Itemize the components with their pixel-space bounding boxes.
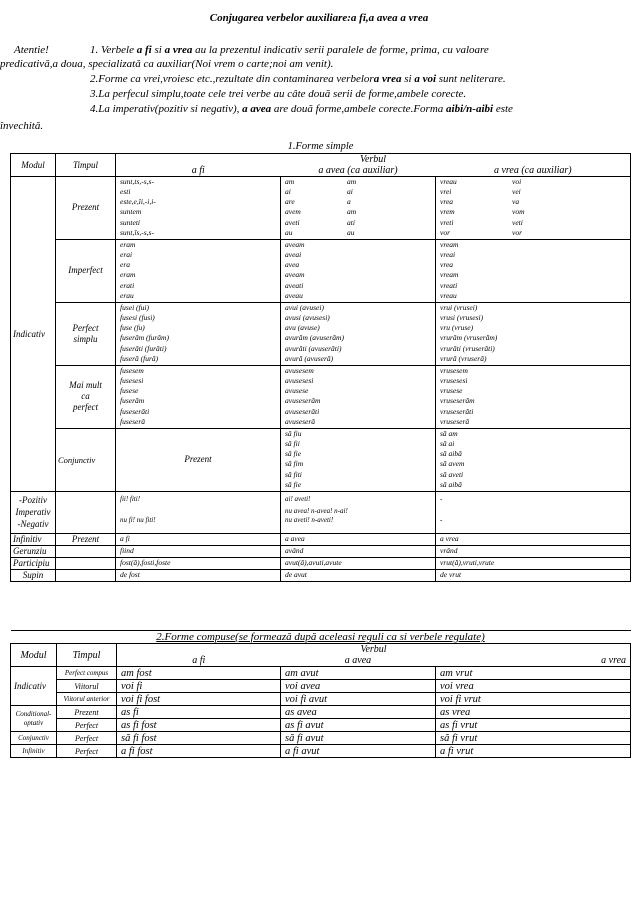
mode-imperativ (11, 491, 56, 533)
mode-indicativ: Indicativ (11, 176, 56, 491)
form: fusesi (fusi) (120, 312, 155, 322)
gerunziu-vrea: vrând (436, 545, 631, 557)
note-2-text-b: a vrea (373, 73, 402, 85)
tense-perfect-simplu (56, 302, 116, 365)
form: vrem (440, 207, 455, 217)
supin-vrea: de vrut (436, 569, 631, 581)
tense-infinitiv-prezent: Prezent (56, 533, 116, 545)
form: să aibă (440, 449, 462, 459)
form: fusesesi (120, 375, 144, 385)
supin-fi: de fost (116, 569, 281, 581)
note-1-text-e: au la prezentul indicativ serii paralele de forme, prima, cu valoare (192, 44, 489, 56)
table2-avea: să fi avut (281, 732, 436, 745)
form: vrură (vruseră) (440, 353, 487, 363)
table2-tense: Prezent (57, 706, 117, 719)
imperativ-negative-label: -Negativ (17, 519, 49, 529)
prezent-vrea-series-b (512, 177, 525, 239)
table2-tense: Perfect (57, 732, 117, 745)
table1-header-fi: a fi (116, 165, 281, 177)
table2-avea: a fi avut (281, 745, 436, 758)
form: au (285, 227, 293, 237)
form: să aveti (440, 469, 464, 479)
form: avurăti (avuserăti) (285, 343, 342, 353)
form: este,e,îi,-i,i- (120, 197, 156, 207)
prezent-avea (281, 176, 436, 239)
form: aveati (285, 280, 304, 290)
form: am (347, 176, 357, 186)
perfect-avea (281, 302, 436, 365)
form: să aibă (440, 479, 462, 489)
form: vru (vruse) (440, 323, 474, 333)
prezent-fi (116, 176, 281, 239)
mode-participiu: Participiu (11, 557, 56, 569)
form: fii! fiti! (120, 494, 141, 503)
participiu-avea: avut(ă),avuti,avute (281, 557, 436, 569)
perfect-fi (116, 302, 281, 365)
note-1-text-d: a vrea (164, 44, 193, 56)
form: fuseserăti (120, 406, 150, 416)
form: să avem (440, 459, 465, 469)
form: vreai (440, 249, 456, 259)
mmp-fi (116, 365, 281, 428)
imperativ-vrea (436, 491, 631, 533)
supin-avea: de avut (281, 569, 436, 581)
form: era (120, 260, 130, 270)
form: va (512, 197, 520, 207)
form: aveti (285, 217, 300, 227)
form: eram (120, 239, 136, 249)
mode-gerunziu: Gerunziu (11, 545, 56, 557)
table2-vrea: as fi vrut (436, 719, 631, 732)
tense-participiu-empty (56, 557, 116, 569)
form: să am (440, 428, 458, 438)
table2-caption: 2.Forme compuse(se formează după aceleasi reguli ca si verbele regulate) (11, 631, 631, 644)
tense-imperfect: Imperfect (56, 239, 116, 302)
compound-forms-table (10, 630, 631, 758)
note-2-text-a: 2.Forme ca vrei,vroiesc etc.,rezultate din contaminarea verbelor (90, 73, 374, 85)
table2-vrea: să fi vrut (436, 732, 631, 745)
form: aveam (285, 270, 305, 280)
participiu-vrea: vrut(ă),vruti,vrute (436, 557, 631, 569)
form: avură (avuseră) (285, 353, 334, 363)
participiu-fi: fost(ă),fosti,foste (116, 557, 281, 569)
form: veti (512, 217, 523, 227)
prezent-avea-series-b (347, 177, 356, 239)
table2-fi: voi fi (117, 680, 281, 693)
note-2-text-e: sunt neliterare. (436, 73, 506, 85)
form: vom (512, 207, 525, 217)
table2-avea: as avea (281, 706, 436, 719)
form: ai (285, 186, 291, 196)
tense-label: perfect (73, 402, 98, 412)
table1-header-vrea: a vrea (ca auxiliar) (436, 165, 631, 177)
conjunctiv-fi (281, 428, 436, 491)
form: avuseserăti (285, 406, 320, 416)
form: fuseseră (120, 416, 145, 426)
form: avusesem (285, 365, 314, 375)
table2-fi: as fi fost (117, 719, 281, 732)
note-4-text-b: a avea (242, 103, 272, 115)
table1-header-tense: Timpul (56, 153, 116, 176)
table2-fi: am fost (117, 667, 281, 680)
form: vrea (440, 260, 454, 270)
form: - (440, 494, 443, 503)
form: nu aveti! n-aveti! (285, 515, 334, 524)
note-4 (90, 103, 513, 115)
form: vreti (440, 217, 454, 227)
form: am (285, 176, 295, 186)
table2-tense: Viitorul anterior (57, 693, 117, 706)
infinitiv-vrea: a vrea (436, 533, 631, 545)
table2-vrea: voi fi vrut (436, 693, 631, 706)
form: să fie (285, 479, 302, 489)
form: esti (120, 186, 131, 196)
form: ai! aveti! (285, 494, 311, 503)
form: erai (120, 249, 133, 259)
note-4-text-e: este (493, 103, 513, 115)
form: fusesem (120, 365, 144, 375)
table2-header-mode: Modul (11, 644, 57, 667)
tense-mai-mult-ca-perfect (56, 365, 116, 428)
prezent-vrea-series-a (440, 177, 512, 239)
form: avea (285, 260, 300, 270)
form: fuseră (fură) (120, 353, 159, 363)
tense-label: ca (81, 391, 90, 401)
note-1-text-c: si (151, 44, 165, 56)
form: avem (285, 207, 301, 217)
table2-tense: Perfect (57, 745, 117, 758)
table2-vrea: voi vrea (436, 680, 631, 693)
form: a (347, 197, 351, 207)
form: avui (avusei) (285, 302, 324, 312)
form: avusesesi (285, 375, 314, 385)
tense-prezent: Prezent (56, 176, 116, 239)
document-title: Conjugarea verbelor auxiliare:a fi,a avea a vrea (209, 12, 429, 24)
form: vreati (440, 280, 458, 290)
mode-supin: Supin (11, 569, 56, 581)
table-row (11, 706, 631, 719)
form: vreau (440, 290, 457, 300)
form: avusi (avusesi) (285, 312, 330, 322)
form: - (440, 515, 443, 524)
table2-avea: as fi avut (281, 719, 436, 732)
note-2 (90, 73, 506, 85)
table2-fi: voi fi fost (117, 693, 281, 706)
form: vruseserăm (440, 396, 475, 406)
table2-header-fi: a fi (117, 655, 281, 667)
form: avurăm (avuserăm) (285, 333, 344, 343)
note-1-text-a: 1. Verbele (90, 44, 137, 56)
note-4-text-d: aibi/n-aibi (446, 103, 494, 115)
form: vrusesem (440, 365, 468, 375)
form: fuserăti (furăti) (120, 343, 167, 353)
table-row (11, 719, 631, 732)
note-1-line-2: predicativă,a doua, specializată ca auxiliar(Noi vrem o carte;noi am venit). (0, 58, 334, 70)
form: să fim (285, 459, 304, 469)
form: vruseserăti (440, 406, 474, 416)
mmp-vrea (436, 365, 631, 428)
table1-header-verb: Verbul (116, 153, 631, 165)
form: ai (347, 186, 353, 196)
form: nu avea! n-avea! n-ai! (285, 506, 348, 515)
mode-infinitiv: Infinitiv (11, 533, 56, 545)
table2-mode-indicativ: Indicativ (11, 667, 57, 706)
tense-supin-empty (56, 569, 116, 581)
table2-header-vrea: a vrea (436, 655, 631, 667)
tense-label: simplu (73, 333, 98, 344)
form: erau (120, 290, 134, 300)
table2-avea: voi fi avut (281, 693, 436, 706)
table-row (11, 667, 631, 680)
table2-mode-conditional: Conditional-optativ (11, 706, 57, 732)
imperativ-label: Imperativ (15, 507, 51, 517)
form: am (347, 207, 357, 217)
tense-conjunctiv-prezent: Prezent (116, 428, 281, 491)
form: erati (120, 280, 135, 290)
conjunctiv-avea (436, 428, 631, 491)
table2-header-avea: a avea (281, 655, 436, 667)
form: vrurăm (vruserăm) (440, 333, 498, 343)
note-4-line-2: învechită. (0, 120, 44, 132)
form: aveau (285, 290, 303, 300)
form: au (347, 227, 355, 237)
form: avuseseră (285, 416, 315, 426)
table2-fi: as fi (117, 706, 281, 719)
imperfect-fi (116, 239, 281, 302)
mmp-avea (281, 365, 436, 428)
form: vor (440, 227, 450, 237)
form: fuse (fu) (120, 323, 145, 333)
table2-vrea: as vrea (436, 706, 631, 719)
form: avu (avuse) (285, 323, 320, 333)
prezent-avea-series-a (285, 177, 347, 239)
table2-header-tense: Timpul (57, 644, 117, 667)
form: fusese (120, 386, 139, 396)
table2-fi: a fi fost (117, 745, 281, 758)
perfect-vrea (436, 302, 631, 365)
note-1 (90, 44, 489, 56)
tense-imperativ-empty (56, 491, 116, 533)
note-2-text-c: si (401, 73, 415, 85)
form: are (285, 197, 295, 207)
form: fuserăm (120, 396, 145, 406)
table2-tense: Viitorul (57, 680, 117, 693)
imperfect-avea (281, 239, 436, 302)
table-row (11, 680, 631, 693)
form: vrusi (vrusesi) (440, 312, 484, 322)
form: sunt,îs,-s,s- (120, 227, 154, 237)
table2-header-verb: Verbul (117, 644, 631, 656)
table-row (11, 693, 631, 706)
tense-gerunziu-empty (56, 545, 116, 557)
form: să fiu (285, 428, 302, 438)
form: ati (347, 217, 355, 227)
form: vruseseră (440, 416, 470, 426)
table2-mode-conjunctiv: Conjunctiv (11, 732, 57, 745)
prezent-vrea (436, 176, 631, 239)
form: fuserăm (furăm) (120, 333, 169, 343)
infinitiv-fi: a fi (116, 533, 281, 545)
form: avuseserăm (285, 396, 321, 406)
imperativ-positive-label: -Pozitiv (19, 495, 47, 505)
imperativ-avea (281, 491, 436, 533)
form: să fie (285, 449, 302, 459)
form: să fiti (285, 469, 302, 479)
form: vrusese (440, 386, 463, 396)
note-3: 3.La perfecul simplu,toate cele trei verbe au câte două serii de forme,ambele corecte. (90, 88, 467, 100)
table1-caption: 1.Forme simple (11, 141, 631, 153)
note-2-text-d: a voi (414, 73, 437, 85)
table2-vrea: a fi vrut (436, 745, 631, 758)
table1-header-avea: a avea (ca auxiliar) (281, 165, 436, 177)
form: nu fi! nu fiti! (120, 515, 156, 524)
table2-avea: am avut (281, 667, 436, 680)
form: voi (512, 176, 522, 186)
gerunziu-fi: fiind (116, 545, 281, 557)
form: vrei (440, 186, 452, 196)
table1-header-mode: Modul (11, 153, 56, 176)
form: avusese (285, 386, 309, 396)
form: vei (512, 186, 521, 196)
form: vrea (440, 197, 454, 207)
form: suntem (120, 207, 142, 217)
infinitiv-avea: a avea (281, 533, 436, 545)
mode-conjunctiv: Conjunctiv (56, 428, 116, 491)
tense-label: Perfect (72, 322, 99, 333)
form: să fii (285, 438, 300, 448)
gerunziu-avea: având (281, 545, 436, 557)
form: aveai (285, 249, 302, 259)
note-4-text-a: 4.La imperativ(pozitiv si negativ), (90, 103, 243, 115)
form: fusei (fui) (120, 302, 149, 312)
simple-forms-table (10, 141, 631, 582)
form: vrusesesi (440, 375, 468, 385)
form: vreau (440, 176, 457, 186)
form: vream (440, 270, 459, 280)
table-row (11, 732, 631, 745)
note-1-text-b: a fi (136, 44, 152, 56)
form: vrurăti (vruserăti) (440, 343, 495, 353)
table-row (11, 745, 631, 758)
imperativ-fi (116, 491, 281, 533)
form: aveam (285, 239, 305, 249)
note-4-text-c: are două forme,ambele corecte.Forma (271, 103, 447, 115)
form: vrui (vrusei) (440, 302, 478, 312)
table2-tense: Perfect compus (57, 667, 117, 680)
form: să ai (440, 438, 455, 448)
table2-vrea: am vrut (436, 667, 631, 680)
table2-avea: voi avea (281, 680, 436, 693)
form: sunteti (120, 217, 140, 227)
table2-mode-infinitiv: Infinitiv (11, 745, 57, 758)
table2-tense: Perfect (57, 719, 117, 732)
form: sunt,ts,-s,s- (120, 176, 154, 186)
form: eram (120, 270, 136, 280)
table2-fi: să fi fost (117, 732, 281, 745)
tense-label: Mai mult (69, 380, 102, 390)
imperfect-vrea (436, 239, 631, 302)
attention-label: Atentie! (14, 44, 49, 56)
form: vor (512, 227, 522, 237)
form: vream (440, 239, 459, 249)
